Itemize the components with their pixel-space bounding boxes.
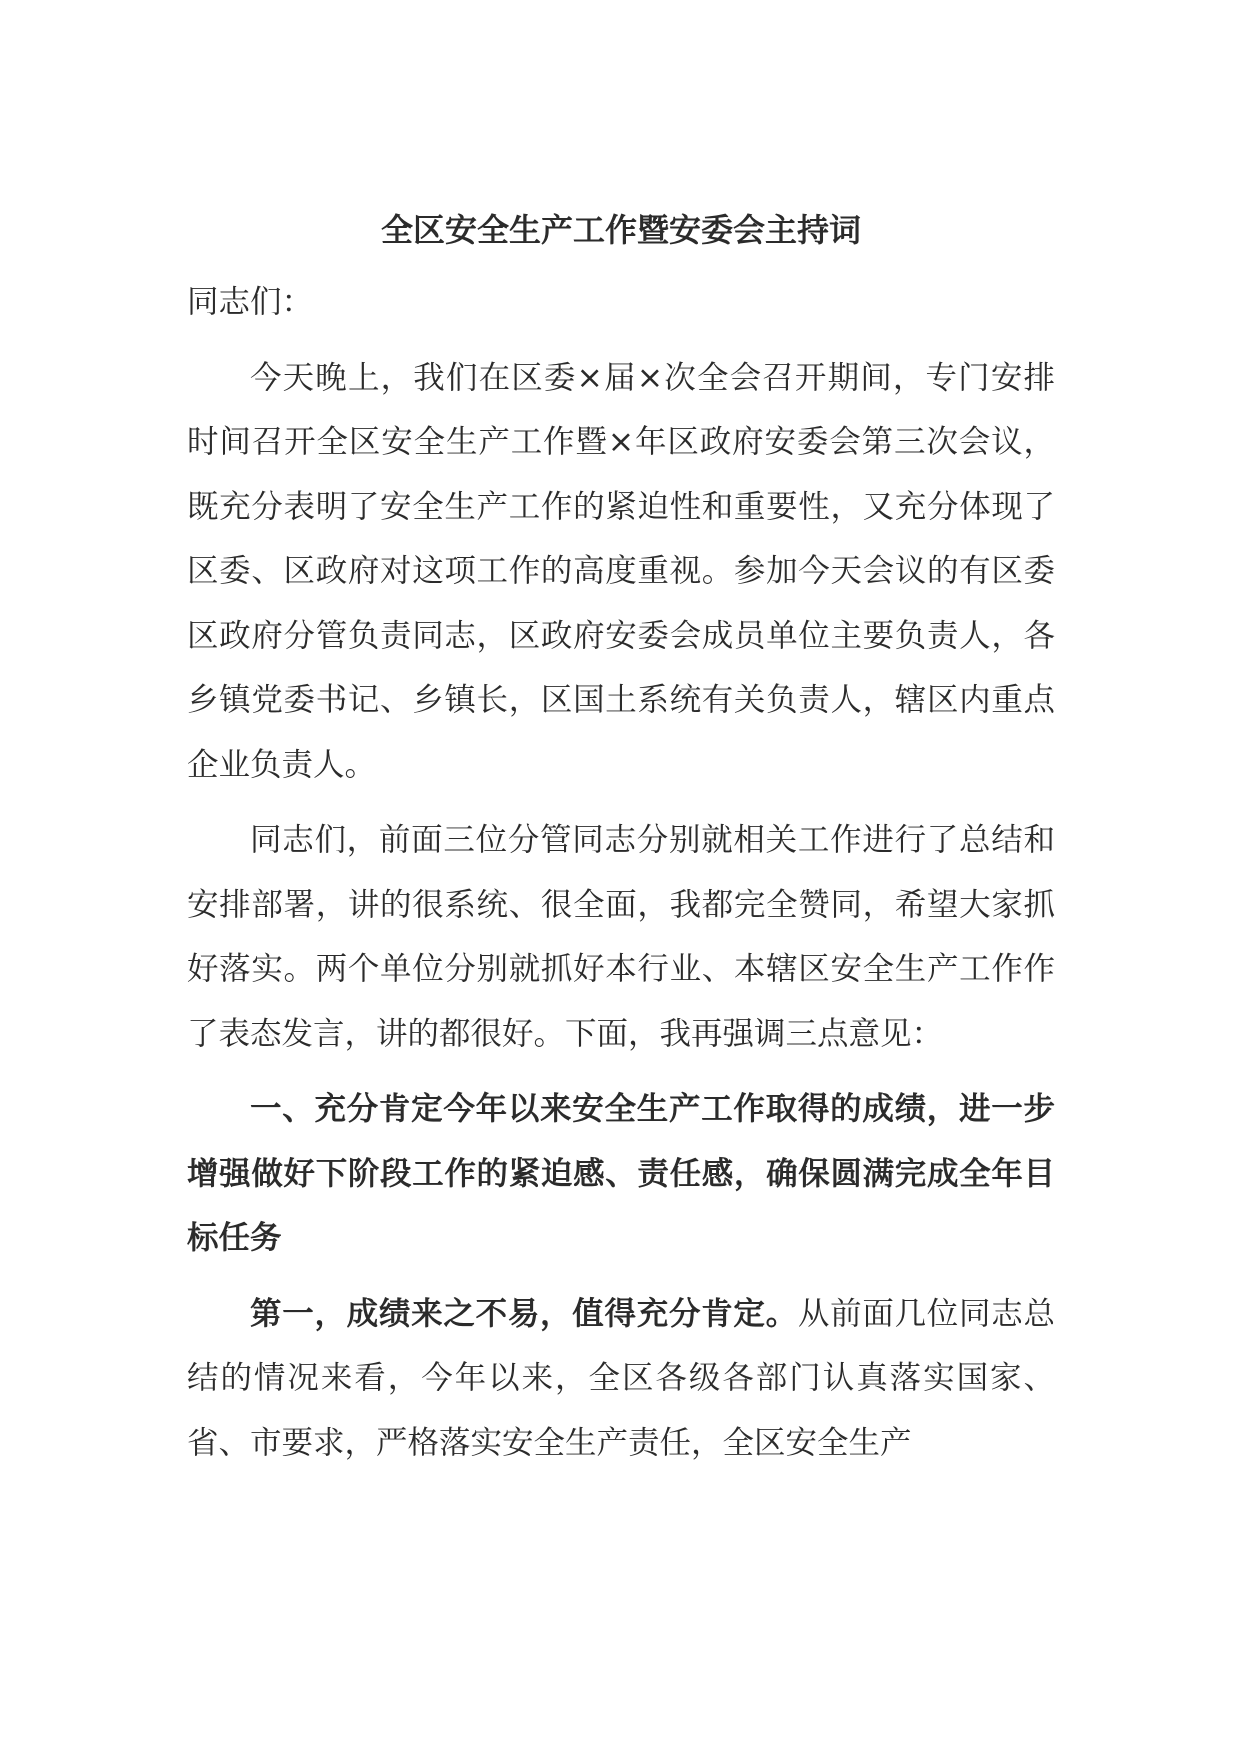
document-page	[187, 200, 1055, 1486]
paragraph-point-one	[187, 1282, 1055, 1476]
point-one-text: 从前面几位同志总结的情况来看，今年以来，全区各级各部门认真落实国家、省、市要求，严格落实安全生产责任，全区安全生产	[187, 1295, 1055, 1461]
paragraph-transition: 同志们，前面三位分管同志分别就相关工作进行了总结和安排部署，讲的很系统、很全面，我都完全赞同，希望大家抓好落实。两个单位分别就抓好本行业、本辖区安全生产工作作了表态发言，讲的都很好。下面，我再强调三点意见：	[187, 822, 1055, 1052]
paragraph-opening: 今天晚上，我们在区委×届×次全会召开期间，专门安排时间召开全区安全生产工作暨×年区政府安委会第三次会议，既充分表明了安全生产工作的紧迫性和重要性，又充分体现了区委、区政府对这项工作的高度重视。参加今天会议的有区委区政府分管负责同志，区政府安委会成员单位主要负责人，各乡镇党委书记、乡镇长，区国土系统有关负责人，辖区内重点企业负责人。	[187, 359, 1055, 783]
document-title: 全区安全生产工作暨安委会主持词	[380, 211, 861, 249]
point-one-lead: 第一，成绩来之不易，值得充分肯定。	[250, 1295, 798, 1332]
salutation: 同志们：	[187, 284, 314, 320]
section-heading-one: 一、充分肯定今年以来安全生产工作取得的成绩，进一步增强做好下阶段工作的紧迫感、责任感，确保圆满完成全年目标任务	[187, 1091, 1055, 1256]
